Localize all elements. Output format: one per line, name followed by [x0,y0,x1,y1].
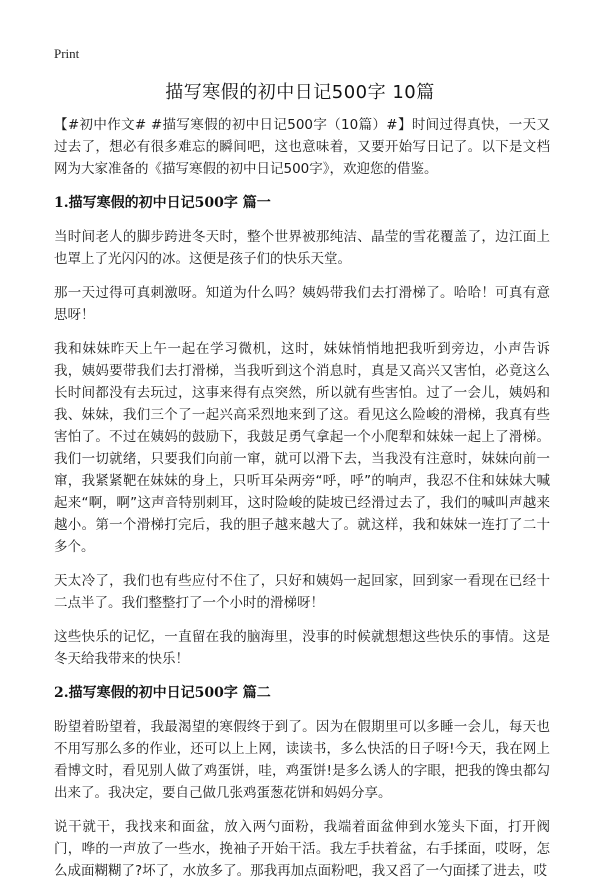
document-title: 描写寒假的初中日记500字 10篇 [165,82,435,103]
section-heading: 1.描写寒假的初中日记500字 篇一 [54,195,271,211]
intro-paragraph: 【#初中作文# #描写寒假的初中日记500字（10篇）#】时间过得真快，一天又过去了，想必有很多难忘的瞬间吧，这也意味着，又要开始写日记了。以下是文档网为大家准备的《描写寒假的初中日记500字》，欢迎您的借鉴。 [54,117,550,177]
paragraph: 我和妹妹昨天上午一起在学习微机，这时，妹妹悄悄地把我听到旁边，小声告诉我，姨妈要带我们去打滑梯，当我听到这个消息时，真是又高兴又害怕，必竟这么长时间都没有去玩过，这事来得有点突然，所以就有些害怕。过了一会儿，姨妈和我、妹妹，我们三个了一起兴高采烈地来到了这。看见这么险峻的滑梯，我真有些害怕了。不过在姨妈的鼓励下，我鼓足勇气拿起一个小爬犁和妹妹一起上了滑梯。我们一切就绪，只要我们向前一窜，就可以滑下去，当我没有注意时，妹妹向前一窜，我紧紧靶在妹妹的身上，只听耳朵两旁“呼，呼”的响声，我忍不住和妹妹大喊起来“啊，啊”这声音特别刺耳，这时险峻的陡坡已经滑过去了，我们的喊叫声越来越小。第一个滑梯打完后，我的胆子越来越大了。就这样，我和妹妹一连打了二十多个。 [54,341,550,555]
paragraph: 盼望着盼望着，我最渴望的寒假终于到了。因为在假期里可以多睡一会儿，每天也不用写那么多的作业，还可以上上网，读读书，多么快活的日子呀!今天，我在网上看博文时，看见别人做了鸡蛋饼，哇，鸡蛋饼!是多么诱人的字眼，把我的馋虫都勾出来了。我决定，要自己做几张鸡蛋葱花饼和妈妈分享。 [54,719,550,801]
document-body [54,114,550,894]
section-heading: 2.描写寒假的初中日记500字 篇二 [54,685,271,701]
paragraph: 天太冷了，我们也有些应付不住了，只好和姨妈一起回家，回到家一看现在已经十二点半了。我们整整打了一个小时的滑梯呀！ [54,573,550,611]
paragraph: 这些快乐的记忆，一直留在我的脑海里，没事的时候就想想这些快乐的事情。这是冬天给我带来的快乐！ [54,629,550,667]
paragraph: 当时间老人的脚步跨进冬天时，整个世界被那纯洁、晶莹的雪花覆盖了，边江面上也罩上了光闪闪的冰。这便是孩子们的快乐天堂。 [54,229,550,267]
paragraph: 那一天过得可真刺激呀。知道为什么吗？姨妈带我们去打滑梯了。哈哈！可真有意思呀！ [54,285,550,323]
print-label: Print [54,46,80,61]
paragraph: 说干就干，我找来和面盆，放入两勺面粉，我端着面盆伸到水笼头下面，打开阀门，哗的一声放了一些水，挽袖子开始干活。我左手扶着盆，右手揉面，哎呀，怎么成面糊糊了?坏了，水放多了。那我再加点面粉吧，我又舀了一勺面揉了进去，哎 [54,819,550,879]
